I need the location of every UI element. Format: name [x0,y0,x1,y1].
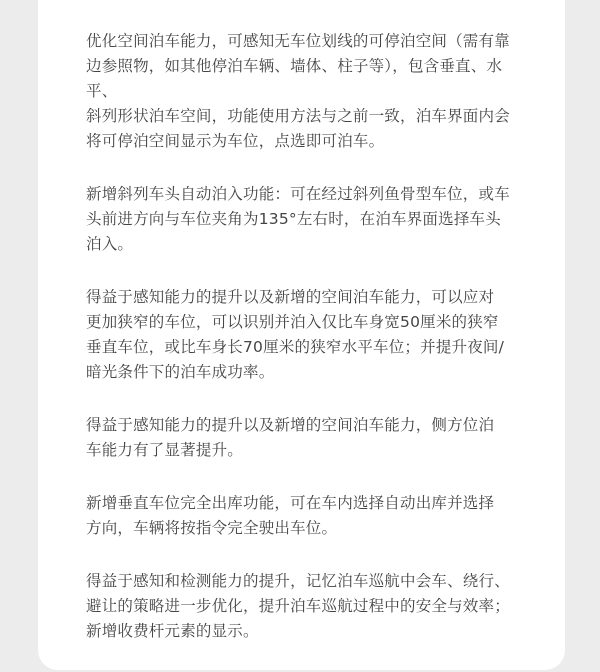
article-body [86,29,526,672]
paragraph-exit-function: 新增垂直车位完全出库功能，可在车内选择自动出库并选择 方向，车辆将按指令完全驶出车位。 [86,494,495,537]
paragraph-space-parking: 优化空间泊车能力，可感知无车位划线的可停泊空间（需有靠 边参照物，如其他停泊车辆、墙体、柱子等），包含垂直、水平、 斜列形状泊车空间，功能使用方法与之前一致，泊车界面内会 将可停泊空间显示为车位，点选即可泊车。 [86,32,510,150]
paragraph-memory-parking: 得益于感知和检测能力的提升，记忆泊车巡航中会车、绕行、 避让的策略进一步优化，提升泊车巡航过程中的安全与效率； 新增收费杆元素的显示。 [86,572,510,640]
paragraph-angled-head-in: 新增斜列车头自动泊入功能：可在经过斜列鱼骨型车位，或车 头前进方向与车位夹角为135°左右时，在泊车界面选择车头 泊入。 [86,185,510,253]
paragraph-narrow-spaces: 得益于感知能力的提升以及新增的空间泊车能力，可以应对 更加狭窄的车位，可以识别并泊入仅比车身宽50厘米的狭窄 垂直车位，或比车身长70厘米的狭窄水平车位；并提升夜间/ 暗光条件下的泊车成功率。 [86,288,505,381]
paragraph-parallel-parking: 得益于感知能力的提升以及新增的空间泊车能力，侧方位泊 车能力有了显著提升。 [86,416,495,459]
content-card [38,0,565,670]
